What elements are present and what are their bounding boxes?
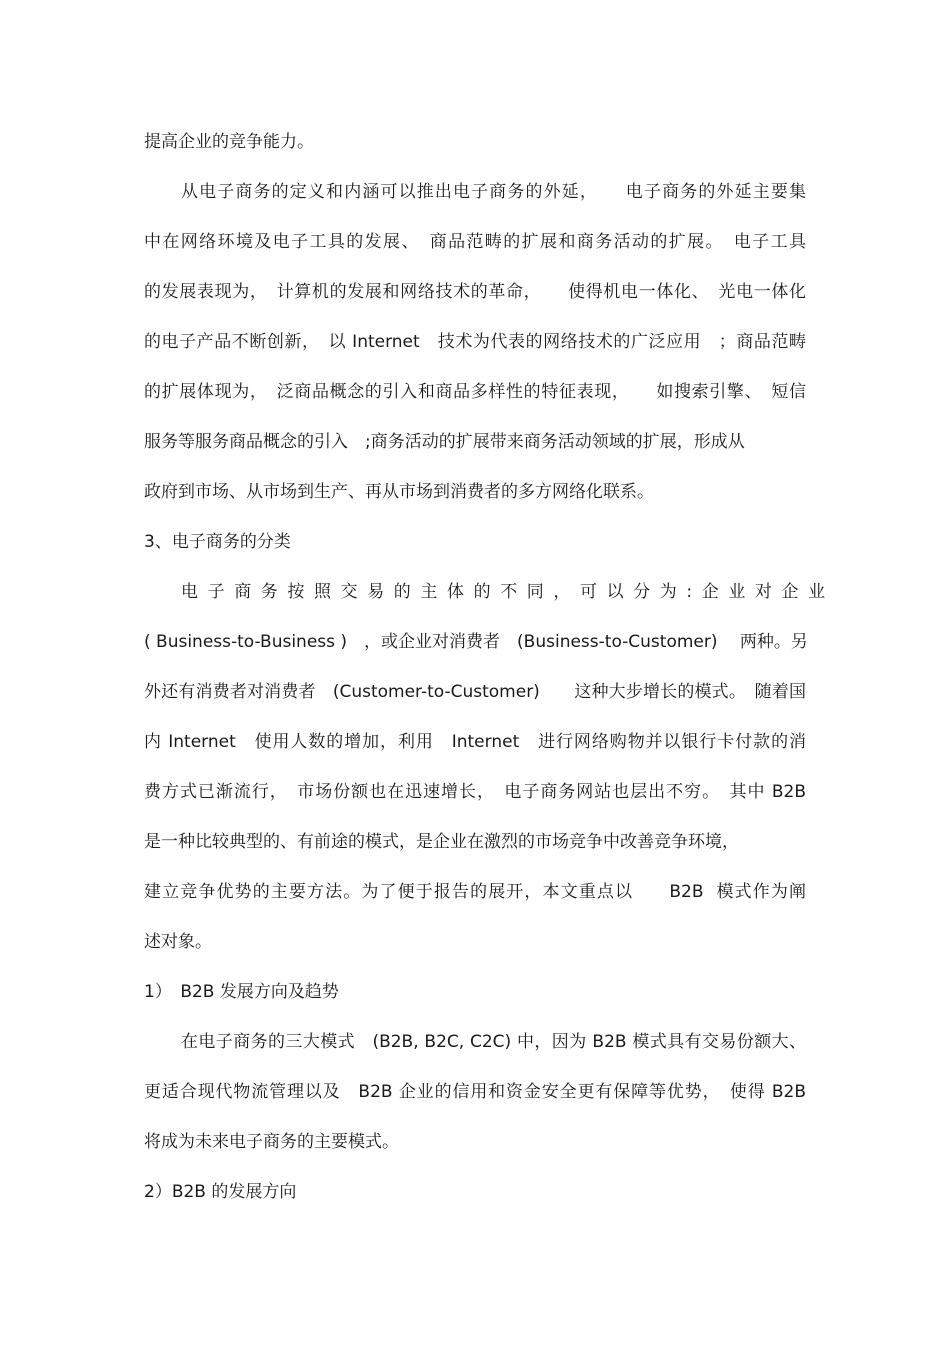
paragraph-line-14: 是一种比较典型的、有前途的模式，是企业在激烈的市场竞争中改善竞争环境， — [144, 832, 739, 852]
paragraph-line-11: 外还有消费者对消费者 (Customer-to-Customer) 这种大步增长的模式。 随着国 — [144, 682, 806, 702]
paragraph-line-8: 政府到市场、从市场到生产、再从市场到消费者的多方网络化联系。 — [144, 482, 654, 502]
paragraph-line-9: 电子商务按照交易的主体的不同，可以分为:企业对企业 — [181, 582, 835, 602]
paragraph-line-17: 在电子商务的三大模式 (B2B, B2C, C2C) 中，因为 B2B 模式具有交易份额大、 — [181, 1032, 806, 1052]
paragraph-line-15: 建立竞争优势的主要方法。为了便于报告的展开，本文重点以 B2B 模式作为阐 — [144, 882, 806, 902]
paragraph-line-2: 从电子商务的定义和内涵可以推出电子商务的外延， 电子商务的外延主要集 — [181, 182, 806, 202]
paragraph-line-3: 中在网络环境及电子工具的发展、 商品范畴的扩展和商务活动的扩展。 电子工具 — [144, 232, 806, 252]
paragraph-line-13: 费方式已渐流行， 市场份额也在迅速增长， 电子商务网站也层出不穷。 其中 B2B — [144, 782, 806, 802]
paragraph-line-1: 提高企业的竞争能力。 — [144, 132, 314, 152]
paragraph-line-16: 述对象。 — [144, 932, 212, 952]
subheading-b2b-trend: 1） B2B 发展方向及趋势 — [144, 982, 339, 1002]
paragraph-line-10: ( Business-to-Business ) ，或企业对消费者 (Business-to-Customer) 两种。另 — [144, 632, 808, 652]
paragraph-line-12: 内 Internet 使用人数的增加，利用 Internet 进行网络购物并以银行卡付款的消 — [144, 732, 806, 752]
paragraph-line-6: 的扩展体现为， 泛商品概念的引入和商品多样性的特征表现， 如搜索引擎、 短信 — [144, 382, 806, 402]
paragraph-line-18: 更适合现代物流管理以及 B2B 企业的信用和资金安全更有保障等优势， 使得 B2B — [144, 1082, 806, 1102]
subheading-b2b-direction: 2）B2B 的发展方向 — [144, 1182, 297, 1202]
paragraph-line-19: 将成为未来电子商务的主要模式。 — [144, 1132, 399, 1152]
paragraph-line-7: 服务等服务商品概念的引入 ;商务活动的扩展带来商务活动领域的扩展，形成从 — [144, 432, 745, 452]
paragraph-line-4: 的发展表现为， 计算机的发展和网络技术的革命， 使得机电一体化、 光电一体化 — [144, 282, 806, 302]
paragraph-line-5: 的电子产品不断创新， 以 Internet 技术为代表的网络技术的广泛应用 ；商品范畴 — [144, 332, 806, 352]
section-heading-classification: 3、电子商务的分类 — [144, 532, 291, 552]
